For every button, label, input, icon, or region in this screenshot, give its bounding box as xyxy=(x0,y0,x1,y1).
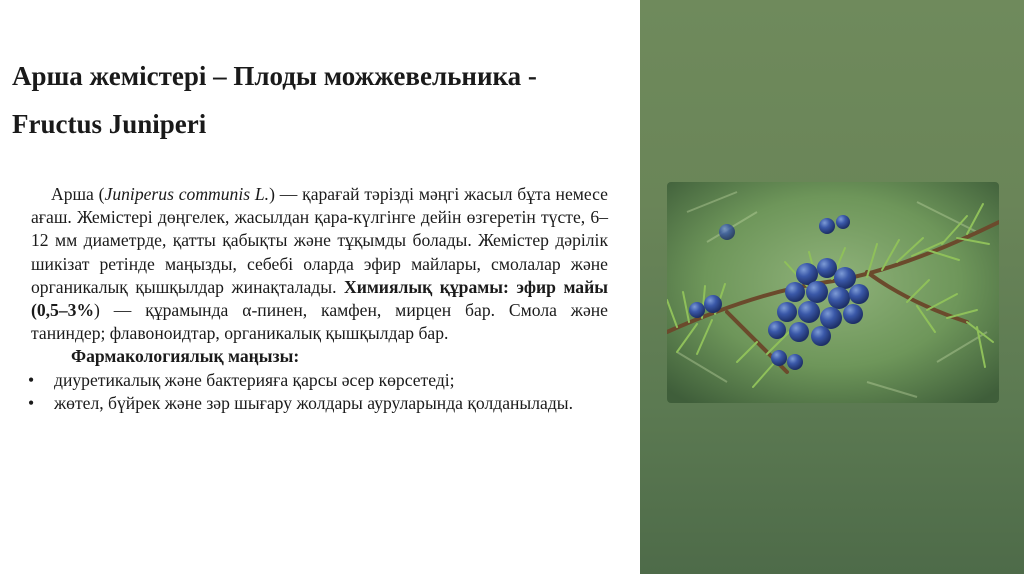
bullet-icon: • xyxy=(28,392,35,413)
description-text: ) — қарағай тәрізді мәңгі жасыл бұта немесе ағаш. Жемістері дөңгелек, жасылдан қара-күлгінге дейін өзгеретін түсте, 6–12 мм диаметрде, қатты қабықты және тұқымды болады. Жемістер дәрілік шикізат ретінде маңызды, себебі оларда эфир майлары, смолалар және органикалық қышқылдар жинақталады. xyxy=(31,184,608,297)
list-item xyxy=(28,369,608,392)
title-line-1: Арша жемістері – Плоды можжевельника - xyxy=(12,61,537,91)
chemical-composition-text: — құрамында α-пинен, камфен, мирцен бар. Смола және таниндер; флавоноидтар, органикалық қышқылдар бар. xyxy=(31,300,608,344)
pharmacology-list xyxy=(28,369,608,415)
latin-name: Juniperus communis L. xyxy=(104,184,270,204)
juniper-berries-photo xyxy=(667,182,999,403)
title-line-2: Fructus Juniperi xyxy=(12,109,207,139)
chemical-composition-label: Химиялық құрамы: эфир майы (0,5–3% xyxy=(31,276,608,321)
list-item-text: диуретикалық және бактерияға қарсы әсер көрсетеді; xyxy=(54,369,455,390)
intro-text: Арша ( xyxy=(51,184,105,204)
juniper-berries-illustration xyxy=(667,182,999,403)
pharmacology-heading: Фармакологиялық маңызы: xyxy=(71,346,300,367)
list-item xyxy=(28,392,608,415)
body-text xyxy=(28,183,608,415)
description-paragraph xyxy=(31,183,608,345)
bullet-icon: • xyxy=(28,369,35,390)
chemical-close-paren: ) xyxy=(94,300,100,321)
list-item-text: жөтел, бүйрек және зәр шығару жолдары ауруларында қолданылады. xyxy=(54,392,574,413)
slide-title xyxy=(12,52,652,148)
